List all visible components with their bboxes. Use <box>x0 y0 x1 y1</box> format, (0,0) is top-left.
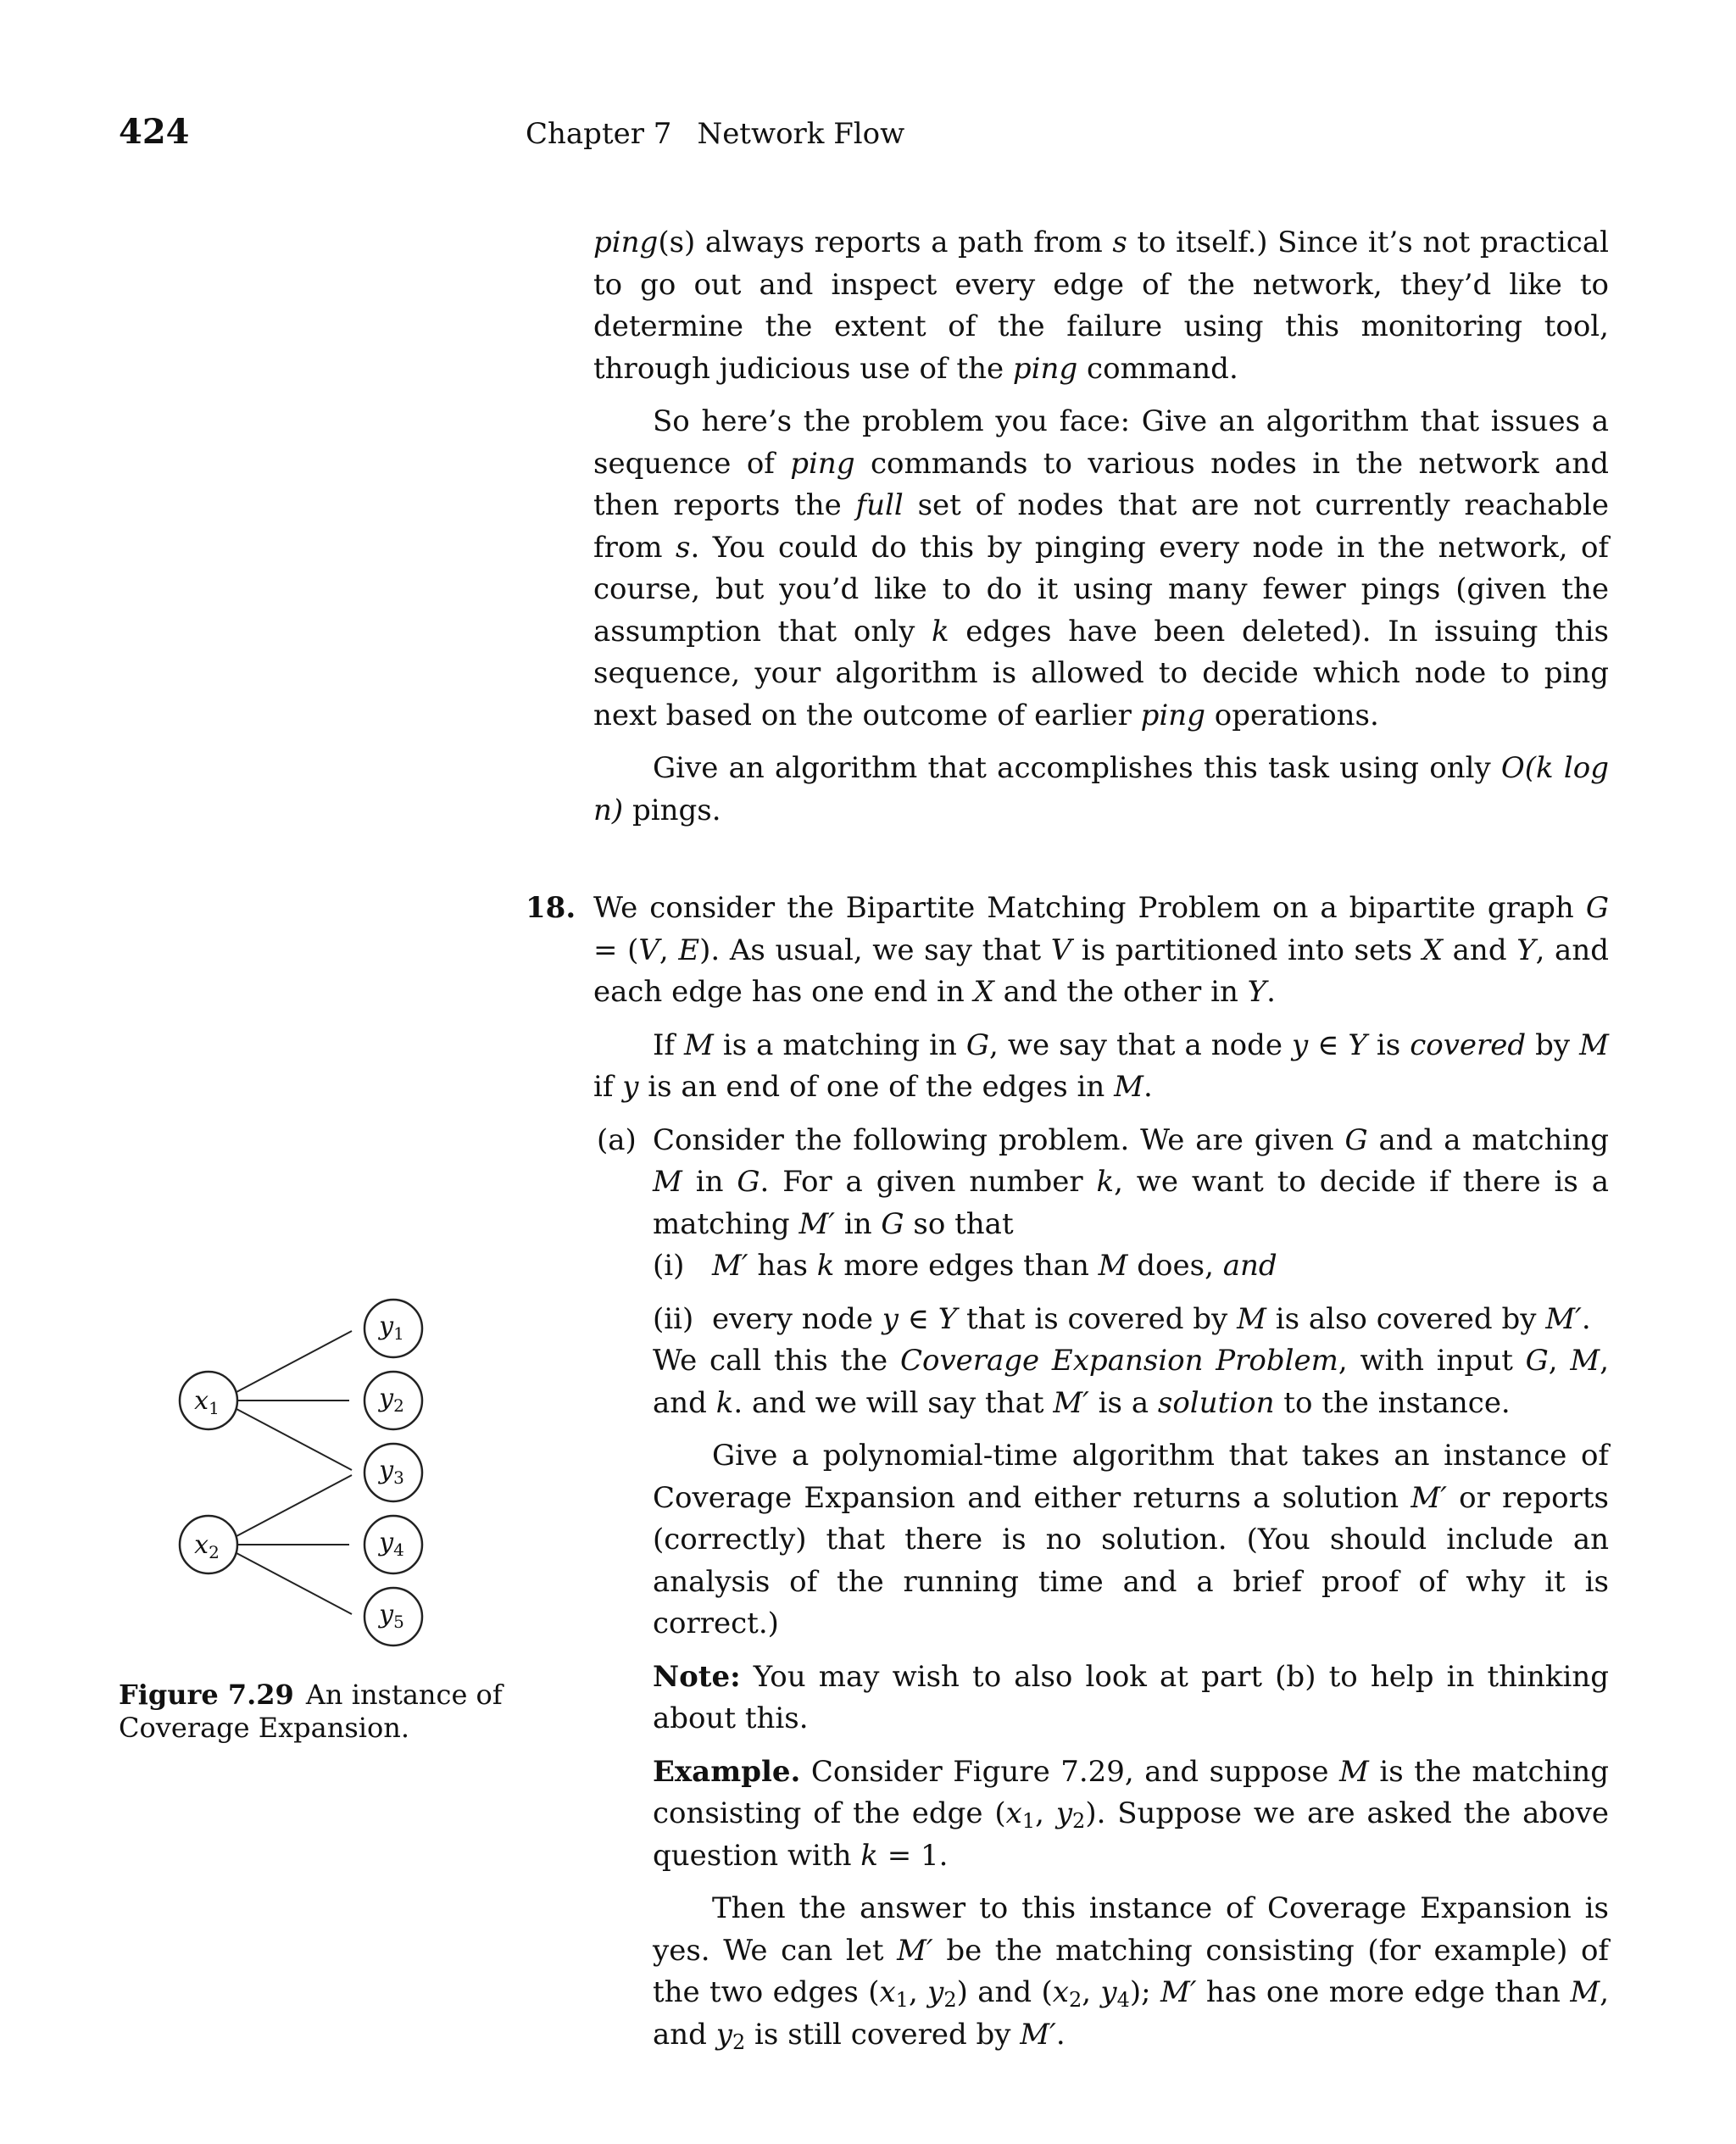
paragraph-give-algorithm: Give a polynomial-time algorithm that takes an instance of Coverage Expansion and either returns a solution M′ or reports (correctly) that there is no solution. (You should include an analysis of the running time and a brief proof of why it is correct.) <box>653 1439 1609 1640</box>
label-y2: $y_2$ <box>379 1384 404 1416</box>
edge-x1-y3 <box>236 1409 352 1470</box>
label-y5: $y_5$ <box>379 1600 404 1632</box>
label-y4: $y_4$ <box>379 1528 404 1560</box>
label-x2: $x_2$ <box>194 1530 220 1562</box>
edge-x2-y5 <box>236 1553 352 1614</box>
figure-caption <box>119 1679 509 1745</box>
paragraph-complexity: Give an algorithm that accomplishes this task using only O(k log n) pings. <box>593 751 1609 827</box>
chapter-label: Chapter 7 <box>526 117 672 151</box>
problem-18 <box>526 888 1610 2056</box>
problem-number: 18. <box>526 891 576 925</box>
graph-svg <box>170 1297 458 1670</box>
chapter-heading <box>526 117 904 151</box>
condition-i: (i) M′ has k more edges than M does, and <box>653 1249 1277 1283</box>
condition-ii: (ii) every node y ∈ Y that is covered by M is also covered by M′. <box>653 1301 1591 1336</box>
chapter-title: Network Flow <box>697 117 905 151</box>
figure-bipartite-graph <box>170 1297 458 1670</box>
part-a <box>597 1120 1610 2057</box>
label-y1: $y_1$ <box>379 1311 404 1344</box>
paragraph-example: Example. Consider Figure 7.29, and suppose M is the matching consisting of the edge ($x_1$, $y_2$). Suppose we are asked the above question with k = 1. <box>653 1754 1609 1873</box>
label-y3: $y_3$ <box>379 1456 404 1488</box>
paragraph-ping-intro: ping(s) always reports a path from s to itself.) Since it’s not practical to go out and inspect every edge of the network, they’d like to determine the extent of the failure using this monitoring tool, through judicious use of the ping command. <box>593 226 1609 386</box>
paragraph-note: Note: You may wish to also look at part (b) to help in thinking about this. <box>653 1659 1609 1735</box>
paragraph-answer: Then the answer to this instance of Coverage Expansion is yes. We can let M′ be the matching consisting (for example) of the two edges ($x_1$, $y_2$) and ($x_2$, $y_4$); M′ has one more edge than M, and $y_2$ is still covered by M′. <box>653 1891 1609 2054</box>
paragraph-coverage-expansion: We call this the Coverage Expansion Problem, with input G, M, and k. and we will say that M′ is a solution to the instance. <box>653 1344 1609 1420</box>
part-a-label: (a) <box>597 1122 637 1157</box>
label-x1: $x_1$ <box>194 1386 220 1418</box>
running-header <box>0 112 1736 163</box>
figure-caption-text: An instance of Coverage Expansion. <box>119 1679 503 1744</box>
main-text <box>526 222 1610 2067</box>
paragraph-problem-statement: So here’s the problem you face: Give an algorithm that issues a sequence of ping commands to various nodes in the network and then reports the full set of nodes that are not currently reachable from s. You could do this by pinging every node in the network, of course, but you’d like to do it using many fewer pings (given the assumption that only k edges have been deleted). In issuing this sequence, your algorithm is allowed to decide which node to ping next based on the outcome of earlier ping operations. <box>593 404 1610 732</box>
paragraph-covered-def: If M is a matching in G, we say that a node y ∈ Y is covered by M if y is an end of one of the edges in M. <box>593 1027 1609 1104</box>
page-number: 424 <box>119 112 190 152</box>
figure-label: Figure 7.29 <box>119 1679 294 1711</box>
edge-x2-y3 <box>236 1475 352 1536</box>
paragraph-bipartite: We consider the Bipartite Matching Problem on a bipartite graph G = (V, E). As usual, we say that V is partitioned into sets X and Y, and each edge has one end in X and the other in Y. <box>593 891 1609 1009</box>
paragraph-part-a: Consider the following problem. We are given G and a matching M in G. For a given number k, we want to decide if there is a matching M′ in G so that <box>653 1122 1610 1241</box>
edge-x1-y1 <box>236 1331 352 1392</box>
